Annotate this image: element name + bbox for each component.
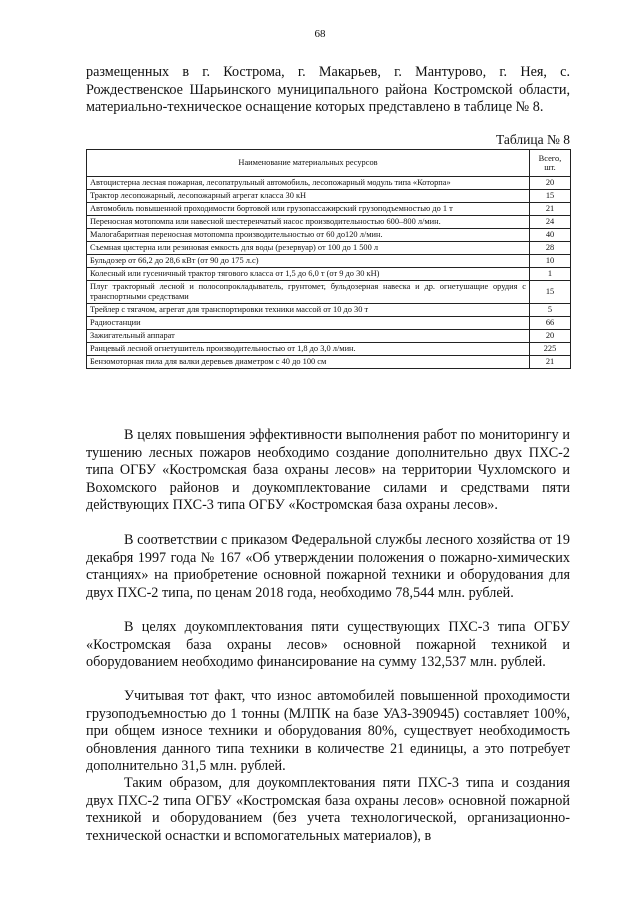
- page-number: 68: [314, 28, 326, 40]
- resource-name: Съемная цистерна или резиновая емкость для воды (резервуар) от 100 до 1 500 л: [87, 242, 530, 255]
- table-row: [87, 229, 571, 242]
- resource-qty: 24: [530, 216, 571, 229]
- table-row: [87, 216, 571, 229]
- table-row: [87, 268, 571, 281]
- table-row: [87, 281, 571, 304]
- resource-name: Зажигательный аппарат: [87, 330, 530, 343]
- resource-qty: 225: [530, 343, 571, 356]
- resource-name: Переносная мотопомпа или навесной шестеренчатый насос производительностью 600–800 л/мин.: [87, 216, 530, 229]
- table-row: [87, 317, 571, 330]
- resource-name: Бульдозер от 66,2 до 28,6 кВт (от 90 до 175 л.с): [87, 255, 530, 268]
- table-caption: Таблица № 8: [496, 132, 570, 147]
- body-paragraph: Таким образом, для доукомплектования пяти ПХС-3 типа и создания двух ПХС-2 типа ОГБУ «Костромская база охраны лесов» основной пожарной техникой и оборудованием (без учета технологической, организационно-технической оснастки и вспомогательных материалов), в: [86, 775, 570, 844]
- resource-name: Бензомоторная пила для валки деревьев диаметром с 40 до 100 см: [87, 356, 530, 369]
- table-row: [87, 255, 571, 268]
- table-row: [87, 356, 571, 369]
- table-row: [87, 330, 571, 343]
- table-row: [87, 304, 571, 317]
- resource-qty: 28: [530, 242, 571, 255]
- resource-name: Колесный или гусеничный трактор тягового класса от 1,5 до 6,0 т (от 9 до 30 кН): [87, 268, 530, 281]
- resource-qty: 5: [530, 304, 571, 317]
- resource-qty: 15: [530, 281, 571, 304]
- resource-qty: 1: [530, 268, 571, 281]
- intro-paragraph: размещенных в г. Кострома, г. Макарьев, г. Мантурово, г. Нея, с. Рождественское Шарьинского муниципального района Костромской области, материально-техническое оснащение которых представлено в таблице № 8.: [86, 64, 570, 116]
- resource-qty: 20: [530, 330, 571, 343]
- resource-name: Плуг тракторный лесной и полосопрокладыватель, грунтомет, бульдозерная навеска и др. огнетушащие орудия с транспортными средствами: [87, 281, 530, 304]
- resource-qty: 15: [530, 190, 571, 203]
- table-row: [87, 343, 571, 356]
- resource-name: Малогабаритная переносная мотопомпа производительностью от 60 до120 л/мин.: [87, 229, 530, 242]
- body-paragraph: В целях повышения эффективности выполнения работ по мониторингу и тушению лесных пожаров необходимо создание дополнительно двух ПХС-2 типа ОГБУ «Костромская база охраны лесов» на территории Чухломского и Вохомского районов и доукомплектование силами и средствами пяти действующих ПХС-3 типа ОГБУ «Костромская база охраны лесов».: [86, 427, 570, 514]
- resource-name: Ранцевый лесной огнетушитель производительностью от 1,8 до 3,0 л/мин.: [87, 343, 530, 356]
- body-paragraph: В целях доукомплектования пяти существующих ПХС-3 типа ОГБУ «Костромская база охраны лесов» основной пожарной техникой и оборудованием необходимо финансирование на сумму 132,537 млн. рублей.: [86, 619, 570, 671]
- resource-qty: 21: [530, 203, 571, 216]
- header-total-qty: Всего, шт.: [530, 150, 571, 177]
- resource-name: Автомобиль повышенной проходимости бортовой или грузопассажирский грузоподъемностью до 1 т: [87, 203, 530, 216]
- resources-table: [86, 149, 571, 369]
- resource-qty: 20: [530, 177, 571, 190]
- resource-qty: 21: [530, 356, 571, 369]
- table-row: [87, 190, 571, 203]
- table-row: [87, 242, 571, 255]
- resource-qty: 66: [530, 317, 571, 330]
- body-paragraph: В соответствии с приказом Федеральной службы лесного хозяйства от 19 декабря 1997 года № 167 «Об утверждении положения о пожарно-химических станциях» на приобретение основной пожарной техники и оборудования для двух ПХС-2 типа, по ценам 2018 года, необходимо 78,544 млн. рублей.: [86, 532, 570, 601]
- resource-name: Радиостанции: [87, 317, 530, 330]
- resource-qty: 10: [530, 255, 571, 268]
- resource-name: Автоцистерна лесная пожарная, лесопатрульный автомобиль, лесопожарный модуль типа «Которпа»: [87, 177, 530, 190]
- header-resource-name: Наименование материальных ресурсов: [87, 150, 530, 177]
- resource-qty: 40: [530, 229, 571, 242]
- table-header-row: [87, 150, 571, 177]
- resource-name: Трейлер с тягачом, агрегат для транспортировки техники массой от 10 до 30 т: [87, 304, 530, 317]
- body-paragraph: Учитывая тот факт, что износ автомобилей повышенной проходимости грузоподъемностью до 1 тонны (МЛПК на базе УАЗ-390945) составляет 100%, при общем износе техники и оборудования 80%, существует необходимость обновления данного типа техники в количестве 21 единицы, а это потребует дополнительно 31,5 млн. рублей.: [86, 688, 570, 775]
- table-row: [87, 203, 571, 216]
- resource-name: Трактор лесопожарный, лесопожарный агрегат класса 30 кН: [87, 190, 530, 203]
- table-row: [87, 177, 571, 190]
